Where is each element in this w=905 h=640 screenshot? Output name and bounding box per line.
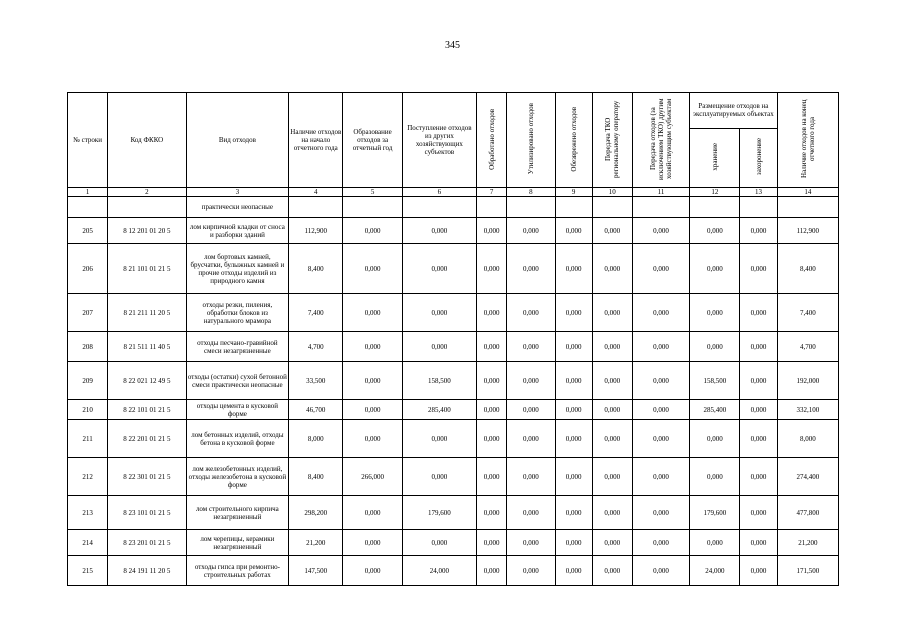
start-balance-cell: 8,000: [289, 420, 343, 458]
received-cell: 0,000: [402, 530, 476, 556]
generated-cell: 0,000: [343, 294, 402, 332]
header-storage: хранение: [690, 128, 740, 187]
row-number-cell: 214: [68, 530, 108, 556]
neutralized-cell: 0,000: [555, 400, 592, 420]
to-regional-operator-cell: 0,000: [592, 400, 632, 420]
generated-cell: 0,000: [343, 556, 402, 586]
utilized-cell: 0,000: [507, 218, 555, 244]
fkko-code-cell: 8 22 301 01 21 5: [108, 458, 186, 496]
start-balance-cell: 4,700: [289, 332, 343, 362]
received-cell: 0,000: [402, 458, 476, 496]
continuation-name: практически неопасные: [186, 197, 289, 218]
generated-cell: 0,000: [343, 420, 402, 458]
received-cell: 179,600: [402, 496, 476, 530]
neutralized-cell: 0,000: [555, 496, 592, 530]
to-regional-operator-cell: 0,000: [592, 362, 632, 400]
storage-cell: 0,000: [690, 244, 740, 294]
end-balance-cell: 332,100: [777, 400, 838, 420]
waste-table: [67, 92, 839, 586]
burial-cell: 0,000: [740, 294, 777, 332]
received-cell: 0,000: [402, 294, 476, 332]
end-balance-cell: 192,000: [777, 362, 838, 400]
to-other-entities-cell: 0,000: [632, 332, 689, 362]
start-balance-cell: 298,200: [289, 496, 343, 530]
to-other-entities-cell: 0,000: [632, 420, 689, 458]
start-balance-cell: 21,200: [289, 530, 343, 556]
fkko-code-cell: 8 23 201 01 21 5: [108, 530, 186, 556]
to-other-entities-cell: 0,000: [632, 400, 689, 420]
to-other-entities-cell: 0,000: [632, 530, 689, 556]
burial-cell: 0,000: [740, 496, 777, 530]
start-balance-cell: 7,400: [289, 294, 343, 332]
page-number: 345: [445, 40, 460, 51]
header-neutralized: Обезврежено отходов: [555, 93, 592, 188]
fkko-code-cell: 8 21 101 01 21 5: [108, 244, 186, 294]
burial-cell: 0,000: [740, 400, 777, 420]
generated-cell: 0,000: [343, 218, 402, 244]
row-number-cell: 209: [68, 362, 108, 400]
to-other-entities-cell: 0,000: [632, 362, 689, 400]
header-waste-type: Вид отходов: [186, 93, 289, 188]
neutralized-cell: 0,000: [555, 530, 592, 556]
burial-cell: 0,000: [740, 332, 777, 362]
fkko-code-cell: 8 23 101 01 21 5: [108, 496, 186, 530]
end-balance-cell: 8,400: [777, 244, 838, 294]
header-start-balance: Наличие отходов на начало отчетного года: [289, 93, 343, 188]
processed-cell: 0,000: [477, 530, 507, 556]
table-row: [68, 294, 839, 332]
utilized-cell: 0,000: [507, 294, 555, 332]
waste-name-cell: лом черепицы, керамики незагрязненный: [186, 530, 289, 556]
row-number-cell: 212: [68, 458, 108, 496]
fkko-code-cell: 8 22 201 01 21 5: [108, 420, 186, 458]
waste-name-cell: лом железобетонных изделий, отходы железобетона в кусковой форме: [186, 458, 289, 496]
waste-name-cell: отходы (остатки) сухой бетонной смеси практически неопасные: [186, 362, 289, 400]
fkko-code-cell: 8 21 511 11 40 5: [108, 332, 186, 362]
row-number-cell: 205: [68, 218, 108, 244]
processed-cell: 0,000: [477, 400, 507, 420]
to-other-entities-cell: 0,000: [632, 458, 689, 496]
to-regional-operator-cell: 0,000: [592, 458, 632, 496]
end-balance-cell: 7,400: [777, 294, 838, 332]
burial-cell: 0,000: [740, 218, 777, 244]
storage-cell: 0,000: [690, 420, 740, 458]
table-row: [68, 556, 839, 586]
end-balance-cell: 8,000: [777, 420, 838, 458]
end-balance-cell: 274,400: [777, 458, 838, 496]
header-placement-group: Размещение отходов на эксплуатируемых объектах: [690, 93, 777, 129]
header-burial: захоронение: [740, 128, 777, 187]
utilized-cell: 0,000: [507, 362, 555, 400]
neutralized-cell: 0,000: [555, 458, 592, 496]
neutralized-cell: 0,000: [555, 420, 592, 458]
header-received: Поступление отходов из других хозяйствующих субъектов: [402, 93, 476, 188]
processed-cell: 0,000: [477, 556, 507, 586]
received-cell: 158,500: [402, 362, 476, 400]
processed-cell: 0,000: [477, 294, 507, 332]
storage-cell: 285,400: [690, 400, 740, 420]
storage-cell: 179,600: [690, 496, 740, 530]
neutralized-cell: 0,000: [555, 294, 592, 332]
column-number: 13: [740, 188, 777, 197]
waste-name-cell: отходы резки, пиления, обработки блоков из натурального мрамора: [186, 294, 289, 332]
column-number: 1: [68, 188, 108, 197]
storage-cell: 0,000: [690, 458, 740, 496]
column-number: 11: [632, 188, 689, 197]
fkko-code-cell: 8 12 201 01 20 5: [108, 218, 186, 244]
column-number: 12: [690, 188, 740, 197]
utilized-cell: 0,000: [507, 332, 555, 362]
utilized-cell: 0,000: [507, 244, 555, 294]
generated-cell: 0,000: [343, 332, 402, 362]
burial-cell: 0,000: [740, 556, 777, 586]
waste-name-cell: лом кирпичной кладки от сноса и разборки зданий: [186, 218, 289, 244]
utilized-cell: 0,000: [507, 458, 555, 496]
burial-cell: 0,000: [740, 530, 777, 556]
column-number: 6: [402, 188, 476, 197]
received-cell: 24,000: [402, 556, 476, 586]
row-number-cell: 208: [68, 332, 108, 362]
header-to-other-entities: Передача отходов (за исключением ТКО) другим хозяйствующим субъектам: [632, 93, 689, 188]
table-row: [68, 530, 839, 556]
header-utilized: Утилизировано отходов: [507, 93, 555, 188]
to-other-entities-cell: 0,000: [632, 556, 689, 586]
fkko-code-cell: 8 24 191 11 20 5: [108, 556, 186, 586]
end-balance-cell: 112,900: [777, 218, 838, 244]
storage-cell: 0,000: [690, 530, 740, 556]
column-number-row: [68, 188, 839, 197]
processed-cell: 0,000: [477, 362, 507, 400]
waste-name-cell: отходы цемента в кусковой форме: [186, 400, 289, 420]
column-number: 5: [343, 188, 402, 197]
generated-cell: 266,000: [343, 458, 402, 496]
storage-cell: 0,000: [690, 294, 740, 332]
waste-name-cell: лом бетонных изделий, отходы бетона в кусковой форме: [186, 420, 289, 458]
waste-name-cell: лом бортовых камней, брусчатки, булыжных камней и прочие отходы изделий из природного камня: [186, 244, 289, 294]
burial-cell: 0,000: [740, 420, 777, 458]
to-other-entities-cell: 0,000: [632, 244, 689, 294]
start-balance-cell: 147,500: [289, 556, 343, 586]
waste-name-cell: отходы гипса при ремонтно-строительных работах: [186, 556, 289, 586]
column-number: 7: [477, 188, 507, 197]
processed-cell: 0,000: [477, 332, 507, 362]
start-balance-cell: 8,400: [289, 244, 343, 294]
row-number-cell: 210: [68, 400, 108, 420]
header-fkko: Код ФККО: [108, 93, 186, 188]
processed-cell: 0,000: [477, 458, 507, 496]
start-balance-cell: 46,700: [289, 400, 343, 420]
start-balance-cell: 112,900: [289, 218, 343, 244]
burial-cell: 0,000: [740, 244, 777, 294]
to-regional-operator-cell: 0,000: [592, 244, 632, 294]
neutralized-cell: 0,000: [555, 218, 592, 244]
received-cell: 285,400: [402, 400, 476, 420]
burial-cell: 0,000: [740, 458, 777, 496]
table-row: [68, 218, 839, 244]
received-cell: 0,000: [402, 218, 476, 244]
column-number: 8: [507, 188, 555, 197]
utilized-cell: 0,000: [507, 420, 555, 458]
to-regional-operator-cell: 0,000: [592, 294, 632, 332]
column-number: 4: [289, 188, 343, 197]
table-row: [68, 400, 839, 420]
header-row-no: № строки: [68, 93, 108, 188]
column-number: 3: [186, 188, 289, 197]
column-number: 10: [592, 188, 632, 197]
to-regional-operator-cell: 0,000: [592, 332, 632, 362]
header-end-balance: Наличие отходов на конец отчетного года: [777, 93, 838, 188]
fkko-code-cell: 8 21 211 11 20 5: [108, 294, 186, 332]
to-regional-operator-cell: 0,000: [592, 218, 632, 244]
utilized-cell: 0,000: [507, 400, 555, 420]
generated-cell: 0,000: [343, 362, 402, 400]
table-row: [68, 362, 839, 400]
column-number: 9: [555, 188, 592, 197]
neutralized-cell: 0,000: [555, 362, 592, 400]
to-regional-operator-cell: 0,000: [592, 496, 632, 530]
received-cell: 0,000: [402, 332, 476, 362]
generated-cell: 0,000: [343, 496, 402, 530]
row-number-cell: 206: [68, 244, 108, 294]
generated-cell: 0,000: [343, 244, 402, 294]
to-regional-operator-cell: 0,000: [592, 556, 632, 586]
table-row: [68, 332, 839, 362]
end-balance-cell: 21,200: [777, 530, 838, 556]
storage-cell: 24,000: [690, 556, 740, 586]
end-balance-cell: 171,500: [777, 556, 838, 586]
processed-cell: 0,000: [477, 218, 507, 244]
to-regional-operator-cell: 0,000: [592, 530, 632, 556]
end-balance-cell: 477,800: [777, 496, 838, 530]
processed-cell: 0,000: [477, 496, 507, 530]
to-other-entities-cell: 0,000: [632, 496, 689, 530]
utilized-cell: 0,000: [507, 530, 555, 556]
row-number-cell: 213: [68, 496, 108, 530]
to-other-entities-cell: 0,000: [632, 294, 689, 332]
table-row: [68, 458, 839, 496]
received-cell: 0,000: [402, 420, 476, 458]
storage-cell: 0,000: [690, 332, 740, 362]
burial-cell: 0,000: [740, 362, 777, 400]
table-row: [68, 420, 839, 458]
storage-cell: 0,000: [690, 218, 740, 244]
generated-cell: 0,000: [343, 400, 402, 420]
start-balance-cell: 33,500: [289, 362, 343, 400]
neutralized-cell: 0,000: [555, 332, 592, 362]
utilized-cell: 0,000: [507, 556, 555, 586]
generated-cell: 0,000: [343, 530, 402, 556]
neutralized-cell: 0,000: [555, 244, 592, 294]
start-balance-cell: 8,400: [289, 458, 343, 496]
waste-name-cell: отходы песчано-гравийной смеси незагрязненные: [186, 332, 289, 362]
storage-cell: 158,500: [690, 362, 740, 400]
processed-cell: 0,000: [477, 244, 507, 294]
processed-cell: 0,000: [477, 420, 507, 458]
neutralized-cell: 0,000: [555, 556, 592, 586]
to-other-entities-cell: 0,000: [632, 218, 689, 244]
row-number-cell: 215: [68, 556, 108, 586]
waste-name-cell: лом строительного кирпича незагрязненный: [186, 496, 289, 530]
received-cell: 0,000: [402, 244, 476, 294]
table-row: [68, 244, 839, 294]
row-number-cell: 207: [68, 294, 108, 332]
column-number: 2: [108, 188, 186, 197]
fkko-code-cell: 8 22 101 01 21 5: [108, 400, 186, 420]
row-number-cell: 211: [68, 420, 108, 458]
to-regional-operator-cell: 0,000: [592, 420, 632, 458]
column-number: 14: [777, 188, 838, 197]
continuation-row: [68, 197, 839, 218]
header-generated: Образование отходов за отчетный год: [343, 93, 402, 188]
fkko-code-cell: 8 22 021 12 49 5: [108, 362, 186, 400]
utilized-cell: 0,000: [507, 496, 555, 530]
end-balance-cell: 4,700: [777, 332, 838, 362]
header-to-regional-operator: Передача ТКО региональному оператору: [592, 93, 632, 188]
header-processed: Обработано отходов: [477, 93, 507, 188]
table-row: [68, 496, 839, 530]
